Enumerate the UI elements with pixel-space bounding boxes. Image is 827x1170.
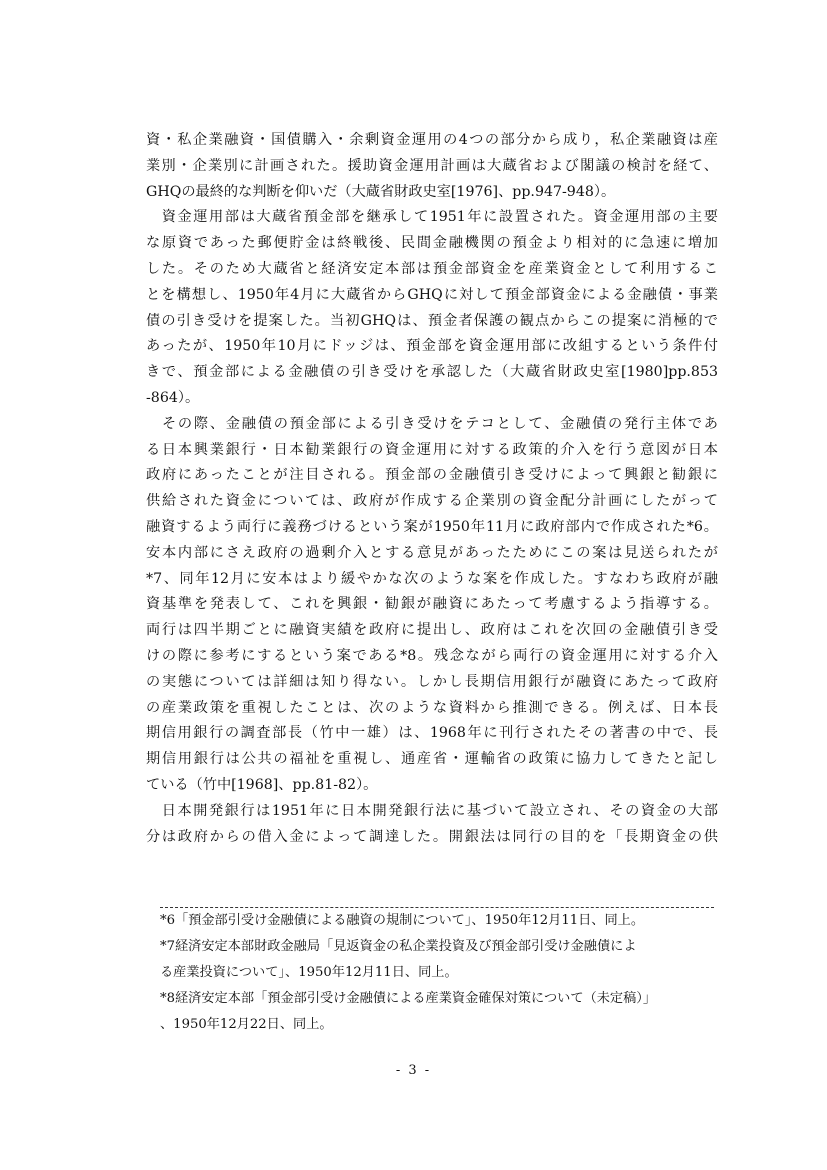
text-line: 期信用銀行の調査部長（竹中一雄）は、1968年に刊行されたその著書の中で、長 <box>146 725 718 742</box>
text-line: 分は政府からの借入金によって調達した。開銀法は同行の目的を「長期資金の供 <box>146 828 718 845</box>
text-line: *7、同年12月に安本はより緩やかな次のような案を作成した。すなわち政府が融 <box>146 570 718 587</box>
text-line: 業別・企業別に計画された。援助資金運用計画は大蔵省および閣議の検討を経て、 <box>146 157 718 174</box>
text-line: の実態については詳細は知り得ない。しかし長期信用銀行が融資にあたって政府 <box>146 673 718 690</box>
text-line: 安本内部にさえ政府の過剰介入とする意見があったためにこの案は見送られたが <box>146 544 718 561</box>
text-line: あったが、1950年10月にドッジは、預金部を資金運用部に改組するという条件付 <box>146 338 718 355</box>
text-line: 供給された資金については、政府が作成する企業別の資金配分計画にしたがって <box>146 493 718 510</box>
text-line: 資金運用部は大蔵省預金部を継承して1951年に設置された。資金運用部の主要 <box>146 209 718 226</box>
footnote-6: *6「預金部引受け金融債による融資の規制について」、1950年12月11日、同上。 <box>160 913 645 928</box>
text-line: 期信用銀行は公共の福祉を重視し、通産省・運輸省の政策に協力してきたと記し <box>146 751 718 768</box>
text-line: 日本開発銀行は1951年に日本開発銀行法に基づいて設立され、その資金の大部 <box>146 802 718 819</box>
text-line: 資基準を発表して、これを興銀・勧銀が融資にあたって考慮するよう指導する。 <box>146 596 718 613</box>
body-text <box>146 128 718 850</box>
text-line: した。そのため大蔵省と経済安定本部は預金部資金を産業資金として利用するこ <box>146 260 718 277</box>
text-line: GHQの最終的な判断を仰いだ（大蔵省財政史室[1976]、pp.947-948）。 <box>146 183 616 200</box>
text-line: -864）。 <box>146 389 200 406</box>
footnote-7: *7経済安定本部財政金融局「見返資金の私企業投資及び預金部引受け金融債によ <box>160 939 637 954</box>
text-line: る日本興業銀行・日本勧業銀行の資金運用に対する政策的介入を行う意図が日本 <box>146 441 718 458</box>
text-line: 資・私企業融資・国債購入・余剰資金運用の4つの部分から成り，私企業融資は産 <box>146 132 718 148</box>
text-line: 融資するよう両行に義務づけるという案が1950年11月に政府部内で作成された*6。 <box>146 518 718 535</box>
text-line: きで、預金部による金融債の引き受けを承認した（大蔵省財政史室[1980]pp.853 <box>146 364 718 381</box>
page-number: - 3 - <box>395 1063 432 1078</box>
footnote-7-continued: る産業投資について」、1950年12月11日、同上。 <box>160 965 458 980</box>
footnotes <box>160 908 718 1038</box>
text-line: けの際に参考にするという案である*8。残念ながら両行の資金運用に対する介入 <box>146 647 718 664</box>
footnote-8: *8経済安定本部「預金部引受け金融債による産業資金確保対策について（未定稿）」 <box>160 991 657 1006</box>
text-line: その際、金融債の預金部による引き受けをテコとして、金融債の発行主体であ <box>146 415 718 432</box>
text-line: の産業政策を重視したことは、次のような資料から推測できる。例えば、日本長 <box>146 699 718 716</box>
footnote-8-continued: 、1950年12月22日、同上。 <box>160 1017 333 1032</box>
text-line: ている（竹中[1968]、pp.81-82）。 <box>146 776 378 793</box>
text-line: な原資であった郵便貯金は終戦後、民間金融機関の預金より相対的に急速に増加 <box>146 235 718 252</box>
text-line: 両行は四半期ごとに融資実績を政府に提出し、政府はこれを次回の金融債引き受 <box>146 622 718 639</box>
text-line: 債の引き受けを提案した。当初GHQは、預金者保護の観点からこの提案に消極的で <box>146 312 718 329</box>
text-line: とを構想し、1950年4月に大蔵省からGHQに対して預金部資金による金融債・事業 <box>146 286 718 303</box>
text-line: 政府にあったことが注目される。預金部の金融債引き受けによって興銀と勧銀に <box>146 467 718 484</box>
